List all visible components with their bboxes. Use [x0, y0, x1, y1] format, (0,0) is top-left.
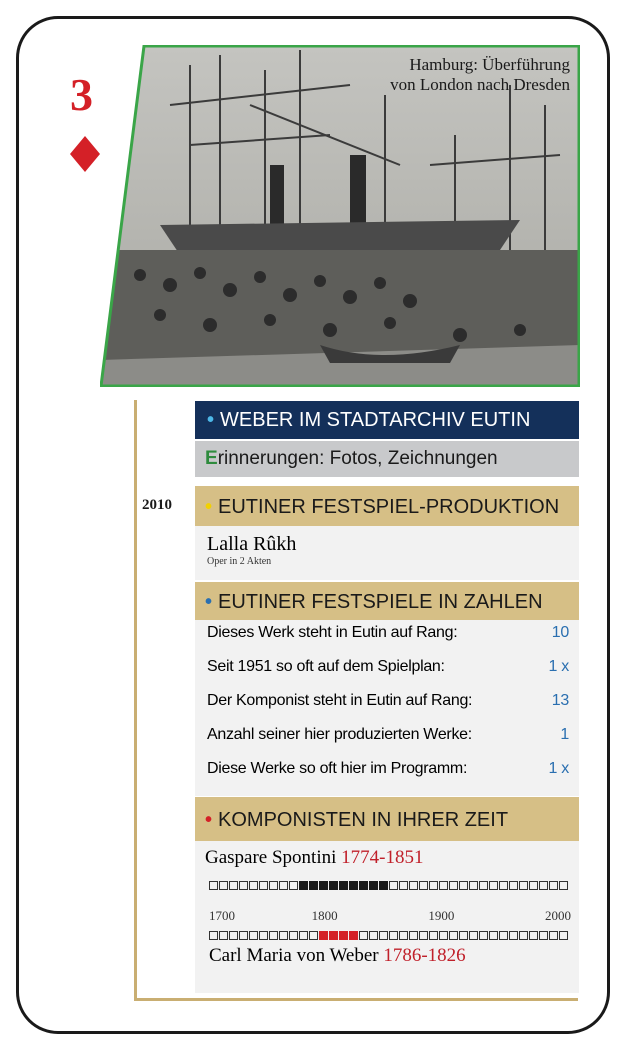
lifespan-square [519, 931, 528, 940]
bullet-icon: • [205, 496, 213, 518]
stats-value: 1 x [548, 760, 569, 777]
lifespan-square [349, 931, 358, 940]
lifespan-square [299, 881, 308, 890]
lifespan-square [239, 881, 248, 890]
archive-header [195, 401, 579, 439]
lifespan-square [539, 931, 548, 940]
lifespan-square [509, 881, 518, 890]
stats-label: Der Komponist steht in Eutin auf Rang: [207, 692, 473, 709]
lifespan-square [449, 881, 458, 890]
work-title: Lalla Rûkh [207, 533, 297, 555]
lifespan-square [409, 931, 418, 940]
archive-subtitle-initial: E [205, 448, 218, 469]
lifespan-square [529, 881, 538, 890]
lifespan-square [479, 881, 488, 890]
lifespan-square [339, 931, 348, 940]
stats-value: 1 [560, 726, 569, 743]
lifespan-square [469, 931, 478, 940]
composers-header [195, 797, 579, 841]
lifespan-square [269, 881, 278, 890]
stats-row [207, 692, 569, 722]
lifespan-square [489, 881, 498, 890]
lifespan-square [359, 881, 368, 890]
photo-caption [390, 55, 570, 95]
lifespan-square [219, 881, 228, 890]
lifespan-square [389, 931, 398, 940]
lifespan-square [529, 931, 538, 940]
production-header [195, 486, 579, 526]
lifespan-square [459, 881, 468, 890]
lifespan-square [559, 931, 568, 940]
stats-row [207, 760, 569, 790]
lifespan-square [549, 931, 558, 940]
lifespan-square [219, 931, 228, 940]
stats-value: 13 [551, 692, 569, 709]
lifespan-square [489, 931, 498, 940]
lifespan-square [409, 881, 418, 890]
card-rank: 3 [70, 69, 93, 120]
lifespan-square [289, 881, 298, 890]
lifespan-square [329, 881, 338, 890]
lifespan-square [279, 931, 288, 940]
composer-lower-years: 1786-1826 [383, 945, 466, 966]
lifespan-square [389, 881, 398, 890]
lifespan-square [329, 931, 338, 940]
lifespan-square [299, 931, 308, 940]
composer-upper-label [205, 847, 423, 869]
bullet-icon: • [207, 409, 215, 431]
lifespan-square [209, 931, 218, 940]
lifespan-square [309, 931, 318, 940]
harbor-engraving [100, 45, 580, 387]
lifespan-square [419, 881, 428, 890]
work-subtitle: Oper in 2 Akten [207, 556, 272, 567]
lifespan-square [259, 881, 268, 890]
lifespan-square [429, 931, 438, 940]
lifespan-square [419, 931, 428, 940]
lifespan-square [269, 931, 278, 940]
axis-tick-label: 1900 [428, 908, 455, 923]
lifespan-square [399, 881, 408, 890]
lifespan-square [439, 881, 448, 890]
caption-line-2: von London nach Dresden [390, 75, 570, 94]
lifespan-square [239, 931, 248, 940]
composer-timeline [195, 841, 579, 993]
stats-row [207, 658, 569, 688]
lifespan-square [369, 931, 378, 940]
engraving-image [100, 45, 580, 387]
composer-lower-name: Carl Maria von Weber [209, 945, 379, 966]
stats-label: Anzahl seiner hier produzierten Werke: [207, 726, 472, 743]
axis-tick-label: 1700 [209, 908, 235, 923]
lifespan-square [359, 931, 368, 940]
timeline-horizontal-line [134, 998, 578, 1001]
archive-subtitle-text: rinnerungen: Fotos, Zeichnungen [217, 448, 498, 469]
production-work [195, 526, 579, 580]
lifespan-square [319, 931, 328, 940]
axis-tick-label: 1800 [311, 908, 338, 923]
lifespan-square [249, 881, 258, 890]
lifespan-square [559, 881, 568, 890]
stats-label: Diese Werke so oft hier im Programm: [207, 760, 468, 777]
lifespan-square [229, 881, 238, 890]
stats-row [207, 624, 569, 654]
lifespan-square [369, 881, 378, 890]
stats-row [207, 726, 569, 756]
axis-tick-label: 2000 [545, 908, 571, 923]
stats-value: 10 [551, 624, 569, 641]
lifespan-square [339, 881, 348, 890]
composer-upper-name: Gaspare Spontini [205, 847, 337, 868]
bullet-icon: • [205, 591, 213, 613]
stats-label: Seit 1951 so oft auf dem Spielplan: [207, 658, 445, 675]
lifespan-square [499, 931, 508, 940]
lifespan-square [519, 881, 528, 890]
stats-label: Dieses Werk steht in Eutin auf Rang: [207, 624, 458, 641]
lifespan-square [279, 881, 288, 890]
lifespan-square [319, 881, 328, 890]
lifespan-square [499, 881, 508, 890]
timeline-vertical-line [134, 400, 137, 1000]
lifespan-square [459, 931, 468, 940]
lifespan-square [449, 931, 458, 940]
stats-header [195, 582, 579, 620]
lifespan-square [349, 881, 358, 890]
lifespan-square [439, 931, 448, 940]
composers-title: KOMPONISTEN IN IHRER ZEIT [218, 809, 509, 831]
production-title: EUTINER FESTSPIEL-PRODUKTION [218, 496, 560, 518]
lifespan-square [249, 931, 258, 940]
composer-lower-label [209, 945, 466, 967]
archive-title: WEBER IM STADTARCHIV EUTIN [220, 409, 531, 431]
lifespan-square [399, 931, 408, 940]
lifespan-square [509, 931, 518, 940]
stats-value: 1 x [548, 658, 569, 675]
timeline-year: 2010 [142, 497, 172, 513]
lifespan-square [309, 881, 318, 890]
lifespan-square [479, 931, 488, 940]
lifespan-square [289, 931, 298, 940]
lifespan-square [379, 881, 388, 890]
lifespan-square [209, 881, 218, 890]
archive-subtitle [195, 441, 579, 477]
lifespan-square [539, 881, 548, 890]
lifespan-square [229, 931, 238, 940]
composer-upper-years: 1774-1851 [341, 847, 424, 868]
lifespan-square [549, 881, 558, 890]
bullet-icon: • [205, 809, 213, 831]
lifespan-square [469, 881, 478, 890]
stats-table [195, 620, 579, 796]
lifespan-square [429, 881, 438, 890]
diamond-icon [70, 136, 100, 172]
lifespan-square [379, 931, 388, 940]
lifespan-square [259, 931, 268, 940]
caption-line-1: Hamburg: Überführung [409, 55, 570, 74]
stats-title: EUTINER FESTSPIELE IN ZAHLEN [218, 591, 543, 613]
